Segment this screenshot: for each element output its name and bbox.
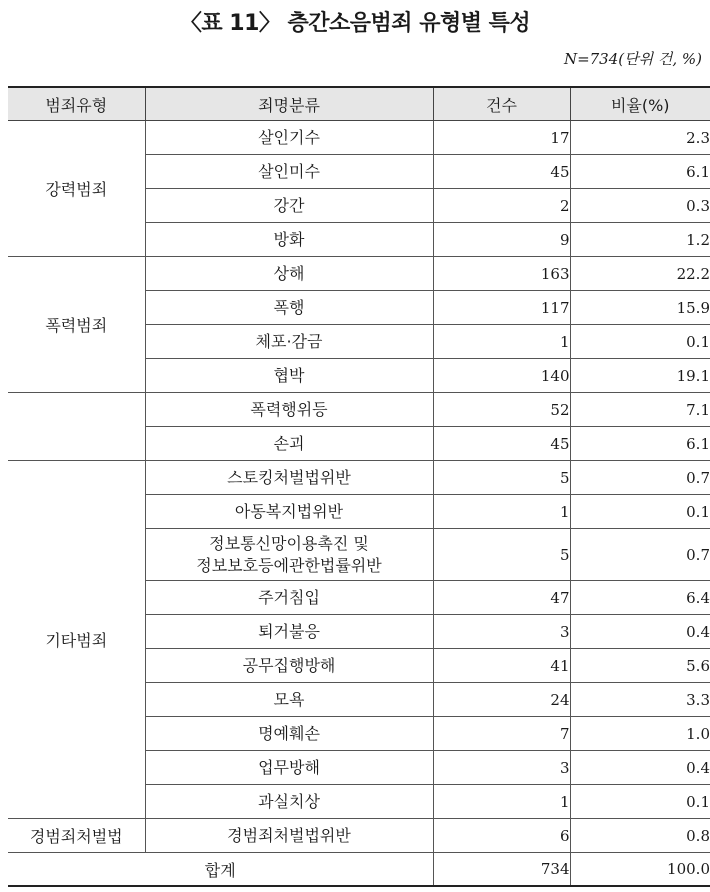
- group-label: [8, 393, 145, 461]
- header-category: 범죄유형: [8, 87, 145, 121]
- table-row: [8, 393, 710, 427]
- table-row: [8, 461, 710, 495]
- count-cell: 41: [433, 649, 570, 683]
- crime-name: 모욕: [145, 683, 433, 717]
- crime-name: 공무집행방해: [145, 649, 433, 683]
- crime-name: 과실치상: [145, 785, 433, 819]
- total-count: 734: [433, 853, 570, 887]
- crime-name: [145, 529, 433, 581]
- ratio-cell: 0.1: [570, 495, 710, 529]
- ratio-cell: 0.4: [570, 751, 710, 785]
- header-ratio: 비율(%): [570, 87, 710, 121]
- crime-name-line: 정보통신망이용촉진 및: [209, 533, 369, 553]
- table-row: [8, 819, 710, 853]
- crime-name: 살인미수: [145, 155, 433, 189]
- count-cell: 45: [433, 155, 570, 189]
- group-label: 강력범죄: [8, 121, 145, 257]
- crime-name: 주거침입: [145, 581, 433, 615]
- count-cell: 5: [433, 461, 570, 495]
- count-cell: 140: [433, 359, 570, 393]
- count-cell: 117: [433, 291, 570, 325]
- crime-name: 살인기수: [145, 121, 433, 155]
- count-cell: 47: [433, 581, 570, 615]
- count-cell: 45: [433, 427, 570, 461]
- count-cell: 1: [433, 785, 570, 819]
- count-cell: 24: [433, 683, 570, 717]
- group-label: 기타범죄: [8, 461, 145, 819]
- crime-name: 아동복지법위반: [145, 495, 433, 529]
- ratio-cell: 0.7: [570, 461, 710, 495]
- ratio-cell: 0.1: [570, 785, 710, 819]
- count-cell: 1: [433, 325, 570, 359]
- count-cell: 163: [433, 257, 570, 291]
- count-cell: 6: [433, 819, 570, 853]
- table-row: [8, 121, 710, 155]
- count-cell: 2: [433, 189, 570, 223]
- ratio-cell: 0.3: [570, 189, 710, 223]
- ratio-cell: 2.3: [570, 121, 710, 155]
- crime-name: 협박: [145, 359, 433, 393]
- count-cell: 3: [433, 751, 570, 785]
- ratio-cell: 19.1: [570, 359, 710, 393]
- group-label: 폭력범죄: [8, 257, 145, 393]
- ratio-cell: 3.3: [570, 683, 710, 717]
- group-label: 경범죄처벌법: [8, 819, 145, 853]
- header-crime-name: 죄명분류: [145, 87, 433, 121]
- ratio-cell: 7.1: [570, 393, 710, 427]
- ratio-cell: 1.0: [570, 717, 710, 751]
- total-label: 합계: [8, 853, 433, 887]
- ratio-cell: 22.2: [570, 257, 710, 291]
- crime-name: 퇴거불응: [145, 615, 433, 649]
- ratio-cell: 15.9: [570, 291, 710, 325]
- crime-name: 체포·감금: [145, 325, 433, 359]
- total-row: [8, 853, 710, 887]
- crime-name: 손괴: [145, 427, 433, 461]
- crime-name: 상해: [145, 257, 433, 291]
- crime-name: 방화: [145, 223, 433, 257]
- ratio-cell: 0.1: [570, 325, 710, 359]
- count-cell: 52: [433, 393, 570, 427]
- count-cell: 7: [433, 717, 570, 751]
- crime-name: 폭력행위등: [145, 393, 433, 427]
- table-title: 〈표 11〉 층간소음범죄 유형별 특성: [179, 11, 531, 36]
- crime-name: 명예훼손: [145, 717, 433, 751]
- crime-name: 강간: [145, 189, 433, 223]
- count-cell: 3: [433, 615, 570, 649]
- ratio-cell: 0.8: [570, 819, 710, 853]
- crime-name-line: 정보보호등에관한법률위반: [196, 555, 382, 575]
- count-cell: 9: [433, 223, 570, 257]
- count-cell: 1: [433, 495, 570, 529]
- ratio-cell: 0.4: [570, 615, 710, 649]
- table-row: [8, 257, 710, 291]
- crime-name: 폭행: [145, 291, 433, 325]
- count-cell: 5: [433, 529, 570, 581]
- count-cell: 17: [433, 121, 570, 155]
- header-row: [8, 87, 710, 121]
- crime-name: 업무방해: [145, 751, 433, 785]
- ratio-cell: 1.2: [570, 223, 710, 257]
- ratio-cell: 0.7: [570, 529, 710, 581]
- ratio-cell: 5.6: [570, 649, 710, 683]
- crime-type-table: [8, 86, 710, 887]
- ratio-cell: 6.1: [570, 427, 710, 461]
- ratio-cell: 6.4: [570, 581, 710, 615]
- crime-name: 경범죄처벌법위반: [145, 819, 433, 853]
- header-count: 건수: [433, 87, 570, 121]
- ratio-cell: 6.1: [570, 155, 710, 189]
- total-ratio: 100.0: [570, 853, 710, 887]
- crime-name: 스토킹처벌법위반: [145, 461, 433, 495]
- unit-note: N=734(단위 건, %): [563, 50, 702, 68]
